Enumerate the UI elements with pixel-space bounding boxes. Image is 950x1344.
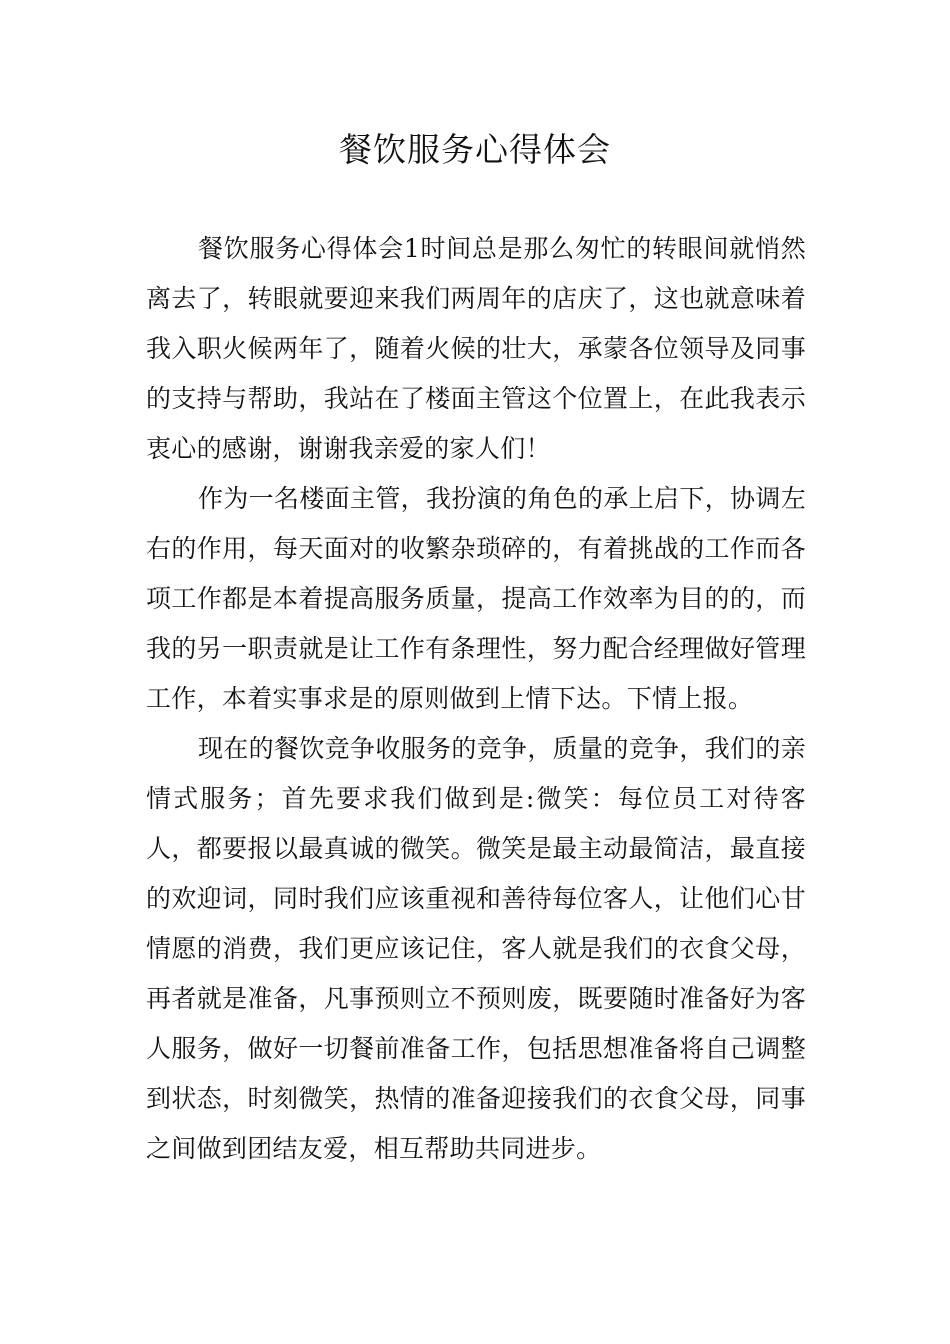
document-body xyxy=(146,224,806,1174)
paragraph-3: 现在的餐饮竞争收服务的竞争，质量的竞争，我们的亲情式服务；首先要求我们做到是:微笑：每位员工对待客人，都要报以最真诚的微笑。微笑是最主动最简洁，最直接的欢迎词，同时我们应该重视和善待每位客人，让他们心甘情愿的消费，我们更应该记住，客人就是我们的衣食父母，再者就是准备，凡事预则立不预则废，既要随时准备好为客人服务，做好一切餐前准备工作，包括思想准备将自己调整到状态，时刻微笑，热情的准备迎接我们的衣食父母，同事之间做到团结友爱，相互帮助共同进步。 xyxy=(146,734,806,1163)
paragraph-2: 作为一名楼面主管，我扮演的角色的承上启下，协调左右的作用，每天面对的收繁杂琐碎的，有着挑战的工作而各项工作都是本着提高服务质量，提高工作效率为目的的，而我的另一职责就是让工作有条理性，努力配合经理做好管理工作，本着实事求是的原则做到上情下达。下情上报。 xyxy=(146,484,806,713)
paragraph-1: 餐饮服务心得体会1时间总是那么匆忙的转眼间就悄然离去了，转眼就要迎来我们两周年的店庆了，这也就意味着我入职火候两年了，随着火候的壮大，承蒙各位领导及同事的支持与帮助，我站在了楼面主管这个位置上，在此我表示衷心的感谢，谢谢我亲爱的家人们！ xyxy=(146,234,806,463)
document-title: 餐饮服务心得体会 xyxy=(339,130,611,169)
